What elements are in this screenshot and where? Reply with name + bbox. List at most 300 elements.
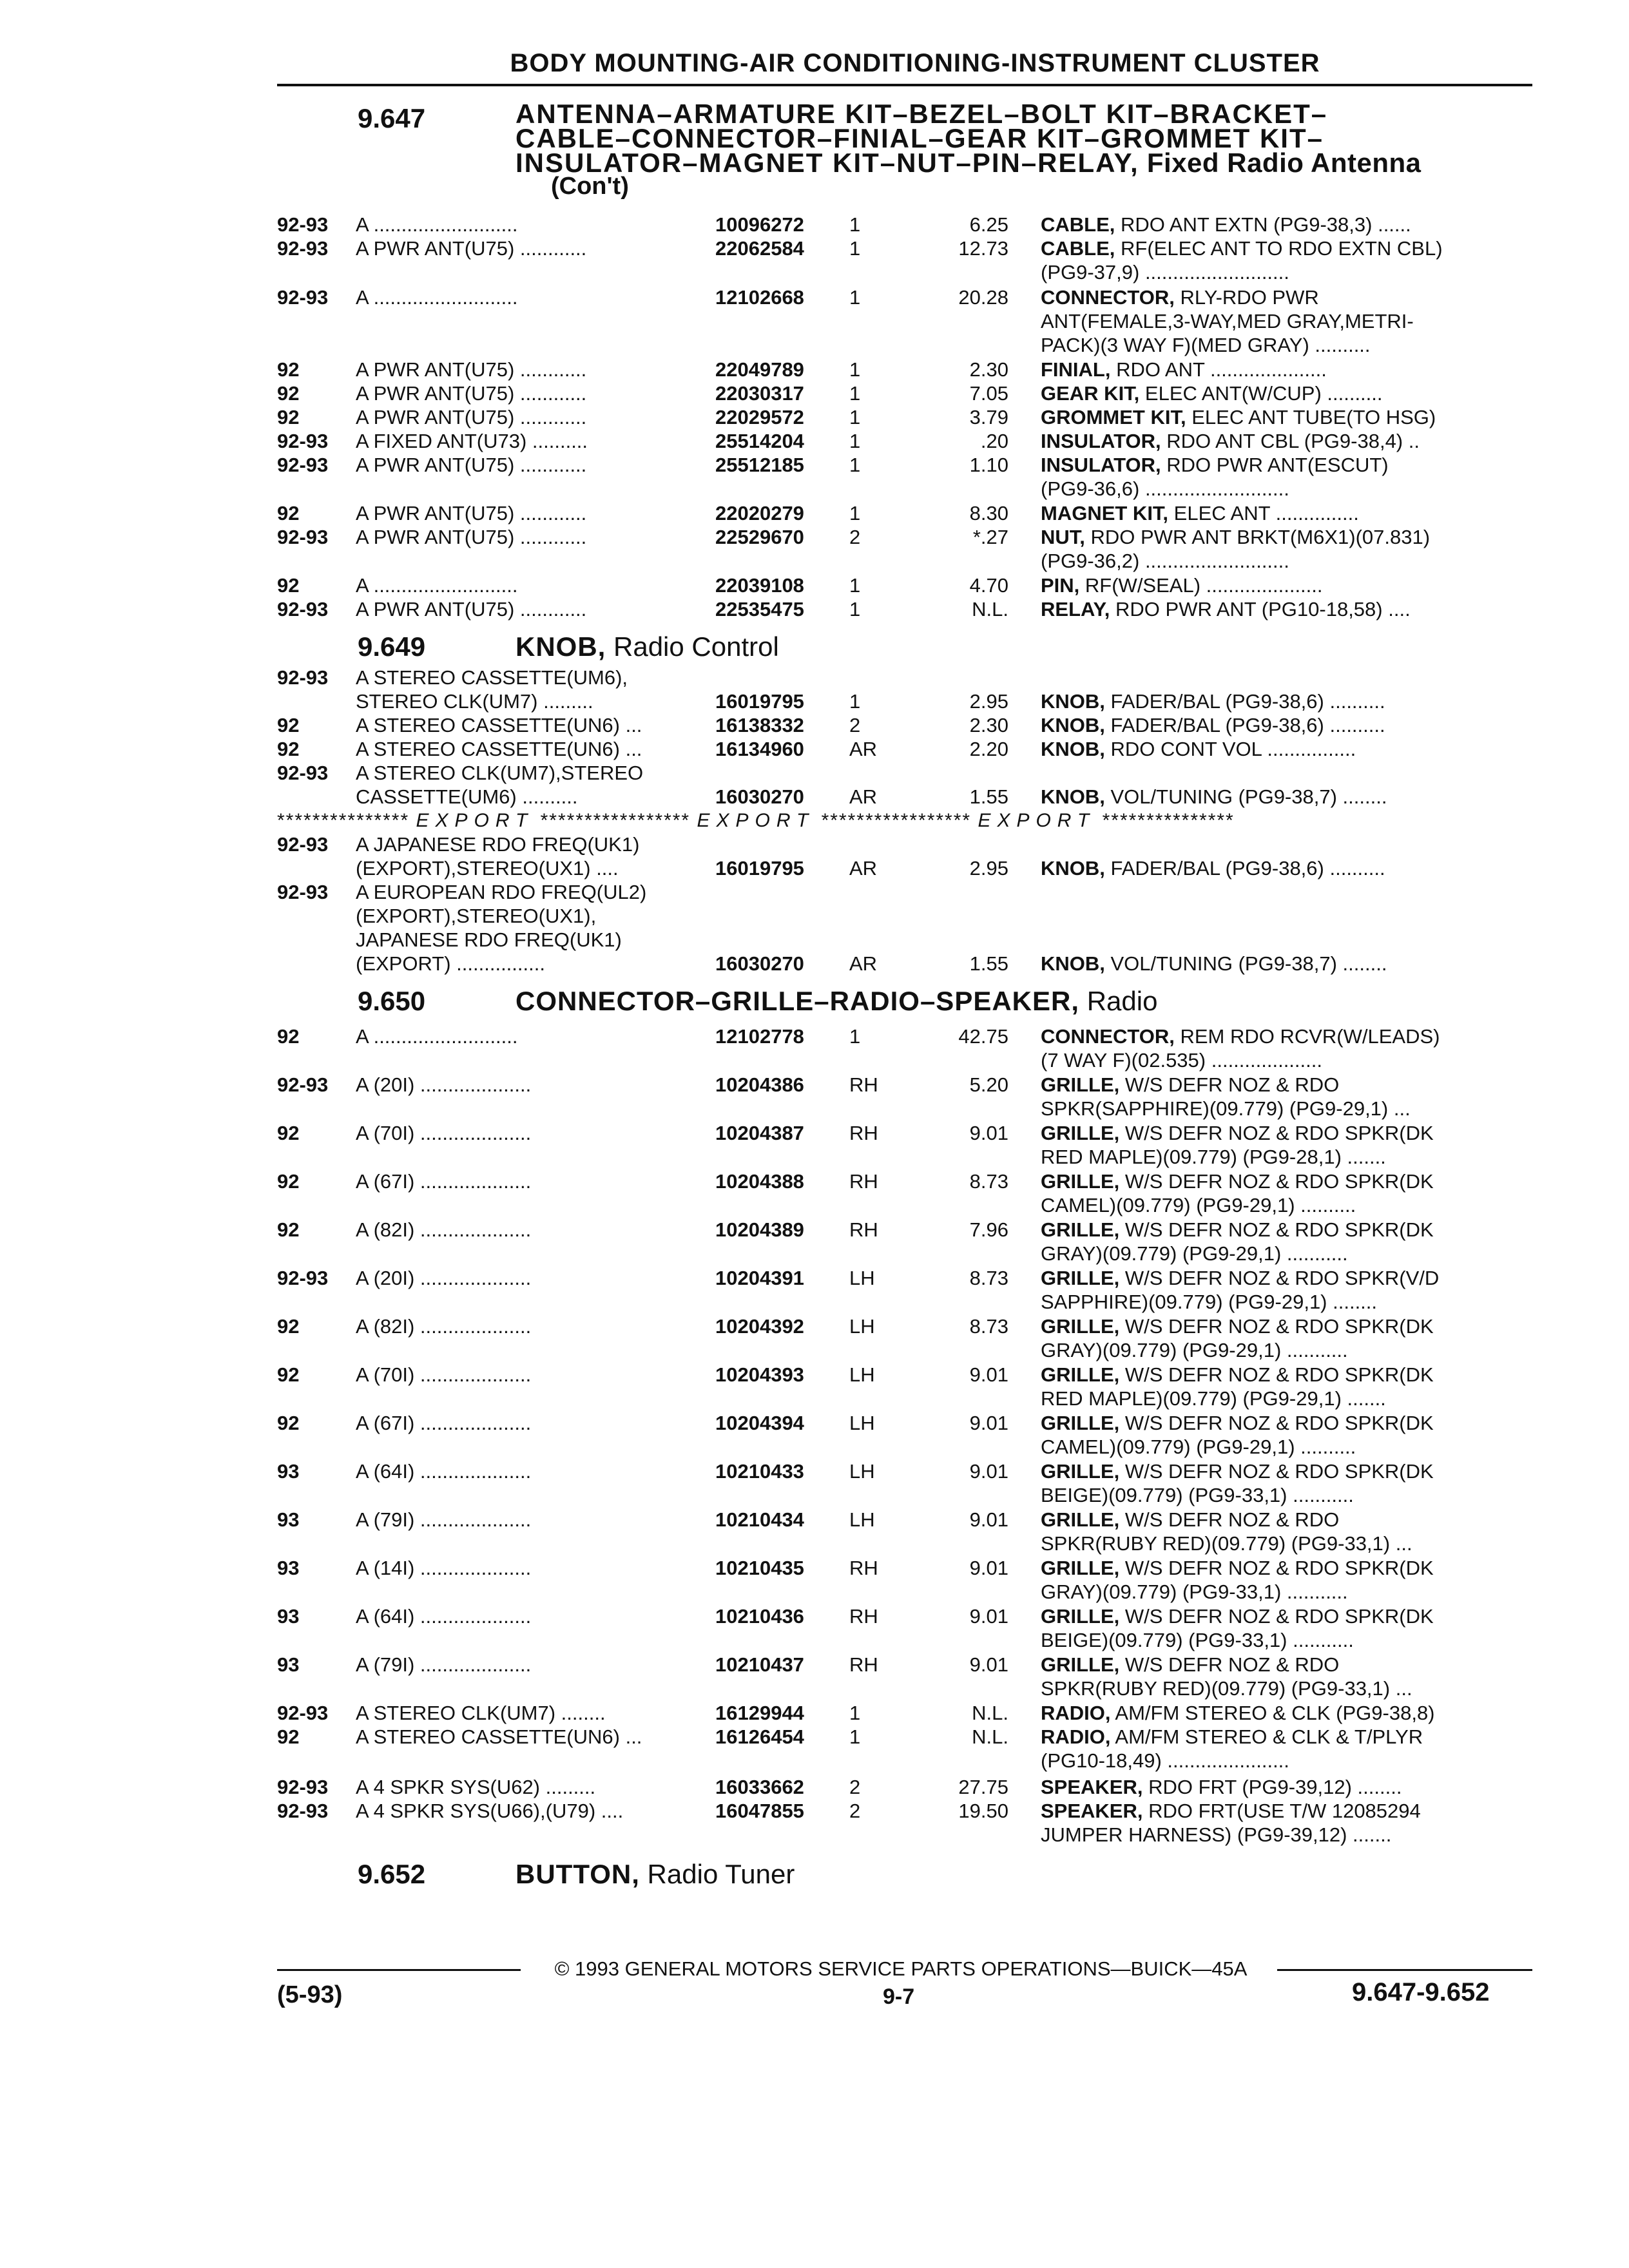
part-name-bold: GRILLE,	[1041, 1653, 1120, 1676]
description: A (14I) ....................	[356, 1557, 532, 1579]
part-name-rest: FADER/BAL (PG9-38,6) ..........	[1104, 714, 1385, 736]
price: 9.01	[969, 1508, 1008, 1531]
year: 92	[277, 1412, 300, 1434]
part-name-rest: RF(ELEC ANT TO RDO EXTN CBL) (PG9-37,9) ..........................	[1041, 237, 1443, 284]
quantity: AR	[849, 857, 878, 879]
part-name-bold: KNOB,	[1041, 785, 1105, 808]
part-name-bold: CONNECTOR,	[1041, 1025, 1175, 1048]
part-name	[1041, 1073, 1508, 1120]
part-number: 16047855	[715, 1800, 804, 1822]
description: A EUROPEAN RDO FREQ(UL2) (EXPORT),STEREO(UX1), JAPANESE RDO FREQ(UK1) (EXPORT) ................	[356, 881, 647, 975]
quantity: LH	[849, 1508, 875, 1531]
part-name	[1041, 952, 1508, 975]
part-name-rest: AM/FM STEREO & CLK & T/PLYR (PG10-18,49) ......................	[1041, 1725, 1423, 1772]
part-name-rest: RF(W/SEAL) .....................	[1079, 574, 1323, 597]
part-name-rest: W/S DEFR NOZ & RDO SPKR(DK RED MAPLE)(09.779) (PG9-28,1) .......	[1041, 1122, 1434, 1168]
export-label: EXPORT	[416, 810, 534, 831]
year: 92	[277, 382, 300, 405]
part-number: 22020279	[715, 502, 804, 524]
part-name-rest: ELEC ANT ...............	[1168, 502, 1359, 524]
quantity: RH	[849, 1605, 878, 1628]
quantity: 1	[849, 1725, 861, 1748]
part-name-rest: W/S DEFR NOZ & RDO SPKR(DK RED MAPLE)(09.779) (PG9-29,1) .......	[1041, 1363, 1434, 1410]
description: A 4 SPKR SYS(U66),(U79) ....	[356, 1800, 624, 1822]
part-name-bold: GRILLE,	[1041, 1073, 1120, 1096]
part-name-rest: W/S DEFR NOZ & RDO SPKR(DK CAMEL)(09.779) (PG9-29,1) ..........	[1041, 1412, 1434, 1458]
part-name	[1041, 1459, 1508, 1507]
description: A STEREO CLK(UM7) ........	[356, 1702, 606, 1724]
quantity: 1	[849, 574, 861, 597]
part-number: 22049789	[715, 358, 804, 381]
part-number: 16033662	[715, 1776, 804, 1798]
price: 4.70	[969, 574, 1008, 597]
part-name	[1041, 236, 1508, 284]
section-number: 9.650	[358, 986, 426, 1016]
part-number: 10204393	[715, 1363, 804, 1386]
description: A FIXED ANT(U73) ..........	[356, 430, 588, 452]
part-name	[1041, 1775, 1508, 1799]
section-title	[516, 99, 1521, 178]
year: 92-93	[277, 881, 329, 903]
price: 12.73	[958, 237, 1008, 260]
part-name	[1041, 1024, 1508, 1072]
year: 92-93	[277, 833, 329, 856]
part-number: 10204387	[715, 1122, 804, 1144]
description: A JAPANESE RDO FREQ(UK1) (EXPORT),STEREO(UX1) ....	[356, 833, 640, 879]
description: A (70I) ....................	[356, 1122, 532, 1144]
part-name-rest: W/S DEFR NOZ & RDO SPKR(DK BEIGE)(09.779) (PG9-33,1) ...........	[1041, 1605, 1434, 1651]
part-name-bold: GRILLE,	[1041, 1508, 1120, 1531]
description: A (64I) ....................	[356, 1460, 532, 1483]
part-number: 16126454	[715, 1725, 804, 1748]
part-number: 10204389	[715, 1218, 804, 1241]
year: 92-93	[277, 430, 329, 452]
part-number: 22029572	[715, 406, 804, 428]
part-name-bold: CONNECTOR,	[1041, 286, 1175, 309]
export-stars: ***************	[277, 810, 410, 831]
part-name-bold: INSULATOR,	[1041, 454, 1161, 476]
part-number: 10204386	[715, 1073, 804, 1096]
price: 7.05	[969, 382, 1008, 405]
part-name	[1041, 856, 1508, 880]
part-name-rest: ELEC ANT TUBE(TO HSG)	[1186, 406, 1436, 428]
part-number: 10210433	[715, 1460, 804, 1483]
part-name	[1041, 1799, 1508, 1847]
part-name-rest: ELEC ANT(W/CUP) ..........	[1139, 382, 1383, 405]
year: 92-93	[277, 286, 329, 309]
description: A ..........................	[356, 286, 518, 309]
part-number: 22030317	[715, 382, 804, 405]
price: N.L.	[972, 1725, 1008, 1748]
quantity: 1	[849, 1025, 861, 1048]
price: 8.73	[969, 1170, 1008, 1193]
price: N.L.	[972, 598, 1008, 620]
section-title-bold: CONNECTOR–GRILLE–RADIO–SPEAKER,	[516, 986, 1080, 1016]
export-stars: *****************	[821, 810, 972, 831]
part-number: 10210434	[715, 1508, 804, 1531]
description: A PWR ANT(U75) ............	[356, 382, 587, 405]
section-title-bold: BUTTON,	[516, 1859, 640, 1889]
price: 1.55	[969, 785, 1008, 808]
part-name	[1041, 1121, 1508, 1169]
export-stars: ***************	[1102, 810, 1235, 831]
quantity: 2	[849, 714, 861, 736]
quantity: LH	[849, 1267, 875, 1289]
export-divider	[277, 809, 1514, 832]
price: 1.10	[969, 454, 1008, 476]
description: A PWR ANT(U75) ............	[356, 526, 587, 548]
year: 93	[277, 1557, 300, 1579]
year: 92	[277, 1315, 300, 1338]
part-number: 22039108	[715, 574, 804, 597]
part-number: 22062584	[715, 237, 804, 260]
part-name	[1041, 381, 1508, 405]
part-number: 10204394	[715, 1412, 804, 1434]
description: A PWR ANT(U75) ............	[356, 454, 587, 476]
part-number: 10204388	[715, 1170, 804, 1193]
quantity: 1	[849, 237, 861, 260]
part-name-bold: SPEAKER,	[1041, 1800, 1143, 1822]
price: 9.01	[969, 1557, 1008, 1579]
description: A PWR ANT(U75) ............	[356, 502, 587, 524]
description: A (82I) ....................	[356, 1218, 532, 1241]
part-number: 16019795	[715, 857, 804, 879]
price: 2.30	[969, 714, 1008, 736]
year: 92	[277, 1725, 300, 1748]
part-name-rest: REM RDO RCVR(W/LEADS) (7 WAY F)(02.535) ....................	[1041, 1025, 1440, 1072]
page-number: 9-7	[883, 1984, 915, 2009]
part-name	[1041, 1508, 1508, 1555]
footer-rule	[1277, 1969, 1532, 1971]
description: A PWR ANT(U75) ............	[356, 406, 587, 428]
part-number: 10210436	[715, 1605, 804, 1628]
part-name-bold: RADIO,	[1041, 1702, 1111, 1724]
year: 93	[277, 1460, 300, 1483]
price: 7.96	[969, 1218, 1008, 1241]
price: *.27	[972, 526, 1008, 548]
part-number: 10210437	[715, 1653, 804, 1676]
part-name	[1041, 1653, 1508, 1700]
section-number: 9.649	[358, 631, 426, 662]
part-name-bold: GRILLE,	[1041, 1170, 1120, 1193]
part-name-bold: GRILLE,	[1041, 1605, 1120, 1628]
year: 92	[277, 574, 300, 597]
part-name-bold: GRILLE,	[1041, 1460, 1120, 1483]
quantity: RH	[849, 1170, 878, 1193]
year: 92-93	[277, 762, 329, 784]
part-name-rest: FADER/BAL (PG9-38,6) ..........	[1104, 857, 1385, 879]
part-name-bold: GEAR KIT,	[1041, 382, 1140, 405]
part-number: 10204392	[715, 1315, 804, 1338]
quantity: RH	[849, 1122, 878, 1144]
part-name-bold: NUT,	[1041, 526, 1085, 548]
part-name-rest: W/S DEFR NOZ & RDO SPKR(RUBY RED)(09.779) (PG9-33,1) ...	[1041, 1653, 1412, 1700]
part-name	[1041, 597, 1508, 621]
part-name-rest: RDO PWR ANT BRKT(M6X1)(07.831) (PG9-36,2) ..........................	[1041, 526, 1431, 572]
footer-copyright: © 1993 GENERAL MOTORS SERVICE PARTS OPERATIONS—BUICK—45A	[554, 1957, 1248, 1980]
price: 9.01	[969, 1460, 1008, 1483]
price: 2.30	[969, 358, 1008, 381]
section-title-main: ANTENNA–ARMATURE KIT–BEZEL–BOLT KIT–BRACKET– CABLE–CONNECTOR–FINIAL–GEAR KIT–GROMMET KIT– INSULATOR–MAGNET KIT–NUT–PIN–RELAY,	[516, 99, 1328, 178]
year: 92-93	[277, 213, 329, 236]
quantity: 1	[849, 598, 861, 620]
quantity: 1	[849, 406, 861, 428]
part-name-bold: GRILLE,	[1041, 1218, 1120, 1241]
part-name	[1041, 737, 1508, 761]
section-title-suffix: Fixed Radio Antenna	[1139, 148, 1422, 178]
part-number: 16030270	[715, 785, 804, 808]
description: A 4 SPKR SYS(U62) .........	[356, 1776, 596, 1798]
part-name-bold: RADIO,	[1041, 1725, 1111, 1748]
price: 9.01	[969, 1605, 1008, 1628]
description: A (67I) ....................	[356, 1170, 532, 1193]
part-name	[1041, 501, 1508, 525]
part-name-rest: W/S DEFR NOZ & RDO SPKR(DK BEIGE)(09.779) (PG9-33,1) ...........	[1041, 1460, 1434, 1506]
part-name-bold: MAGNET KIT,	[1041, 502, 1169, 524]
part-number: 25512185	[715, 454, 804, 476]
section-number: 9.652	[358, 1859, 426, 1889]
part-name	[1041, 689, 1508, 713]
quantity: 2	[849, 1776, 861, 1798]
part-name-bold: CABLE,	[1041, 237, 1115, 260]
part-name-rest: W/S DEFR NOZ & RDO SPKR(DK CAMEL)(09.779) (PG9-29,1) ..........	[1041, 1170, 1434, 1216]
part-name-rest: RLY-RDO PWR ANT(FEMALE,3-WAY,MED GRAY,METRI- PACK)(3 WAY F)(MED GRAY) ..........	[1041, 286, 1414, 356]
description: A (70I) ....................	[356, 1363, 532, 1386]
description: A (82I) ....................	[356, 1315, 532, 1338]
part-number: 16129944	[715, 1702, 804, 1724]
description: A (79I) ....................	[356, 1653, 532, 1676]
export-stars: *****************	[540, 810, 691, 831]
price: N.L.	[972, 1702, 1008, 1724]
price: 8.73	[969, 1315, 1008, 1338]
part-name	[1041, 1725, 1508, 1773]
quantity: AR	[849, 738, 878, 760]
price: 2.95	[969, 857, 1008, 879]
year: 92	[277, 1122, 300, 1144]
part-name-bold: GRILLE,	[1041, 1267, 1120, 1289]
quantity: RH	[849, 1653, 878, 1676]
price: 9.01	[969, 1122, 1008, 1144]
section-title-rest: Radio Tuner	[639, 1859, 795, 1889]
part-number: 12102668	[715, 286, 804, 309]
section-title-bold: KNOB,	[516, 631, 606, 662]
part-number: 10096272	[715, 213, 804, 236]
part-name-rest: W/S DEFR NOZ & RDO SPKR(DK GRAY)(09.779) (PG9-29,1) ...........	[1041, 1315, 1434, 1361]
description: A (67I) ....................	[356, 1412, 532, 1434]
part-name	[1041, 525, 1508, 573]
description: A ..........................	[356, 574, 518, 597]
quantity: 1	[849, 286, 861, 309]
year: 92-93	[277, 1267, 329, 1289]
year: 92-93	[277, 1800, 329, 1822]
part-number: 22529670	[715, 526, 804, 548]
description: A STEREO CASSETTE(UN6) ...	[356, 714, 642, 736]
part-name-bold: GRILLE,	[1041, 1557, 1120, 1579]
part-name-rest: FADER/BAL (PG9-38,6) ..........	[1104, 690, 1385, 713]
year: 92-93	[277, 1702, 329, 1724]
part-name-bold: KNOB,	[1041, 738, 1105, 760]
year: 92	[277, 1170, 300, 1193]
part-name-rest: RDO PWR ANT(ESCUT) (PG9-36,6) ..........................	[1041, 454, 1389, 500]
part-name-rest: W/S DEFR NOZ & RDO SPKR(DK GRAY)(09.779) (PG9-29,1) ...........	[1041, 1218, 1434, 1265]
price: 3.79	[969, 406, 1008, 428]
year: 92-93	[277, 526, 329, 548]
part-name	[1041, 573, 1508, 597]
part-name-rest: RDO FRT (PG9-39,12) ........	[1142, 1776, 1402, 1798]
export-label: EXPORT	[978, 810, 1096, 831]
page-header: BODY MOUNTING-AIR CONDITIONING-INSTRUMENT CLUSTER	[510, 49, 1320, 77]
year: 92	[277, 406, 300, 428]
quantity: 2	[849, 526, 861, 548]
part-name-bold: PIN,	[1041, 574, 1080, 597]
price: 19.50	[958, 1800, 1008, 1822]
year: 92-93	[277, 1073, 329, 1096]
year: 92	[277, 502, 300, 524]
part-name-rest: RDO CONT VOL ................	[1104, 738, 1356, 760]
year: 93	[277, 1508, 300, 1531]
price: 42.75	[958, 1025, 1008, 1048]
part-name-bold: GROMMET KIT,	[1041, 406, 1186, 428]
part-name	[1041, 213, 1508, 236]
part-name	[1041, 405, 1508, 429]
quantity: RH	[849, 1557, 878, 1579]
year: 92	[277, 1363, 300, 1386]
quantity: 1	[849, 1702, 861, 1724]
price: 1.55	[969, 952, 1008, 975]
description: A STEREO CASSETTE(UN6) ...	[356, 1725, 642, 1748]
section-title	[516, 1859, 795, 1890]
year: 92	[277, 738, 300, 760]
quantity: 1	[849, 502, 861, 524]
part-number: 16138332	[715, 714, 804, 736]
part-number: 16030270	[715, 952, 804, 975]
part-name	[1041, 785, 1508, 809]
year: 92-93	[277, 1776, 329, 1798]
part-name-bold: GRILLE,	[1041, 1122, 1120, 1144]
part-name	[1041, 1169, 1508, 1217]
quantity: 2	[849, 1800, 861, 1822]
year: 92-93	[277, 454, 329, 476]
description: A STEREO CLK(UM7),STEREO CASSETTE(UM6) ..........	[356, 762, 644, 808]
part-name	[1041, 358, 1508, 381]
description: A (20I) ....................	[356, 1073, 532, 1096]
header-rule	[277, 84, 1532, 86]
price: 6.25	[969, 213, 1008, 236]
year: 92	[277, 1025, 300, 1048]
description: A PWR ANT(U75) ............	[356, 358, 587, 381]
section-title-rest: Radio Control	[606, 631, 779, 662]
price: 2.20	[969, 738, 1008, 760]
part-name	[1041, 1411, 1508, 1459]
description: A ..........................	[356, 213, 518, 236]
part-name	[1041, 1363, 1508, 1410]
quantity: LH	[849, 1315, 875, 1338]
year: 92	[277, 714, 300, 736]
part-name-rest: RDO PWR ANT (PG10-18,58) ....	[1110, 598, 1411, 620]
year: 92	[277, 1218, 300, 1241]
year: 92-93	[277, 666, 329, 689]
part-name-rest: W/S DEFR NOZ & RDO SPKR(RUBY RED)(09.779) (PG9-33,1) ...	[1041, 1508, 1412, 1555]
price: 9.01	[969, 1412, 1008, 1434]
quantity: 1	[849, 454, 861, 476]
year: 92-93	[277, 237, 329, 260]
footer-date: (5-93)	[277, 1981, 343, 2008]
part-name-rest: VOL/TUNING (PG9-38,7) ........	[1104, 785, 1387, 808]
quantity: 1	[849, 430, 861, 452]
part-name-bold: GRILLE,	[1041, 1412, 1120, 1434]
description: A (20I) ....................	[356, 1267, 532, 1289]
quantity: LH	[849, 1363, 875, 1386]
part-name	[1041, 1314, 1508, 1362]
year: 92-93	[277, 598, 329, 620]
part-name	[1041, 453, 1508, 501]
description: A (79I) ....................	[356, 1508, 532, 1531]
part-number: 10204391	[715, 1267, 804, 1289]
export-label: EXPORT	[697, 810, 815, 831]
part-name-bold: KNOB,	[1041, 714, 1105, 736]
quantity: 1	[849, 358, 861, 381]
part-name-bold: GRILLE,	[1041, 1363, 1120, 1386]
price: 8.73	[969, 1267, 1008, 1289]
part-name	[1041, 1556, 1508, 1604]
price: 9.01	[969, 1363, 1008, 1386]
part-name-rest: W/S DEFR NOZ & RDO SPKR(SAPPHIRE)(09.779) (PG9-29,1) ...	[1041, 1073, 1411, 1120]
part-name-bold: RELAY,	[1041, 598, 1110, 620]
quantity: 1	[849, 213, 861, 236]
part-name-rest: W/S DEFR NOZ & RDO SPKR(DK GRAY)(09.779) (PG9-33,1) ...........	[1041, 1557, 1434, 1603]
part-name	[1041, 1701, 1508, 1725]
quantity: RH	[849, 1073, 878, 1096]
part-name-bold: GRILLE,	[1041, 1315, 1120, 1338]
section-title	[516, 631, 779, 662]
part-name	[1041, 1604, 1508, 1652]
quantity: AR	[849, 785, 878, 808]
quantity: LH	[849, 1412, 875, 1434]
part-number: 16134960	[715, 738, 804, 760]
price: 2.95	[969, 690, 1008, 713]
section-title-rest: Radio	[1079, 986, 1158, 1016]
price: 27.75	[958, 1776, 1008, 1798]
part-name-bold: KNOB,	[1041, 690, 1105, 713]
part-name	[1041, 1218, 1508, 1265]
description: A STEREO CASSETTE(UN6) ...	[356, 738, 642, 760]
part-name-rest: RDO ANT .....................	[1110, 358, 1327, 381]
part-name	[1041, 713, 1508, 737]
part-number: 10210435	[715, 1557, 804, 1579]
price: 20.28	[958, 286, 1008, 309]
part-name	[1041, 1266, 1508, 1314]
part-number: 16019795	[715, 690, 804, 713]
part-name-rest: RDO ANT EXTN (PG9-38,3) ......	[1115, 213, 1411, 236]
part-name-rest: RDO ANT CBL (PG9-38,4) ..	[1161, 430, 1420, 452]
quantity: 1	[849, 382, 861, 405]
section-number: 9.647	[358, 103, 426, 133]
section-title	[516, 986, 1157, 1017]
part-name	[1041, 429, 1508, 453]
price: 8.30	[969, 502, 1008, 524]
year: 92	[277, 358, 300, 381]
quantity: RH	[849, 1218, 878, 1241]
price: 5.20	[969, 1073, 1008, 1096]
quantity: AR	[849, 952, 878, 975]
part-name-bold: INSULATOR,	[1041, 430, 1161, 452]
part-name-bold: SPEAKER,	[1041, 1776, 1143, 1798]
description: A PWR ANT(U75) ............	[356, 237, 587, 260]
description: A PWR ANT(U75) ............	[356, 598, 587, 620]
section-range: 9.647-9.652	[1352, 1978, 1490, 2006]
part-name-bold: KNOB,	[1041, 857, 1105, 879]
part-name-rest: AM/FM STEREO & CLK (PG9-38,8)	[1110, 1702, 1435, 1724]
